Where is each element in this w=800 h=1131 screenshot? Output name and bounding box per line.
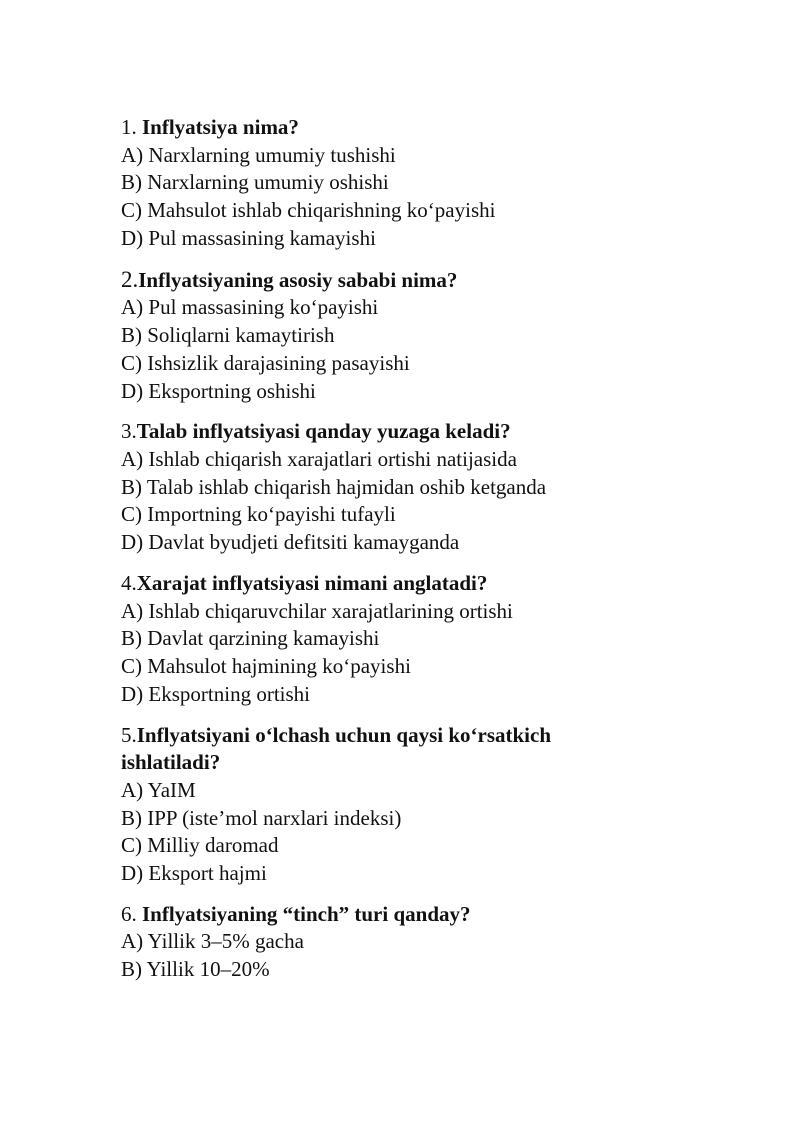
- answer-option: D) Eksport hajmi: [121, 861, 267, 886]
- question-text: Inflyatsiya nima?: [142, 115, 299, 139]
- answer-option: B) Narxlarning umumiy oshishi: [121, 170, 389, 195]
- question-number: 3.: [121, 419, 137, 444]
- question-heading: [121, 570, 681, 598]
- answer-option: D) Eksportning ortishi: [121, 681, 310, 706]
- question-2: [121, 266, 681, 406]
- answer-option: A) Ishlab chiqarish xarajatlari ortishi natijasida: [121, 446, 517, 471]
- answer-option: A) Narxlarning umumiy tushishi: [121, 142, 396, 167]
- question-text: Talab inflyatsiyasi qanday yuzaga keladi?: [136, 419, 511, 444]
- question-heading: [121, 418, 681, 446]
- question-number: 5.: [121, 722, 137, 747]
- question-text: Inflyatsiyaning asosiy sababi nima?: [138, 267, 458, 292]
- question-1: [121, 114, 681, 253]
- answer-option: B) Talab ishlab chiqarish hajmidan oshib ketganda: [121, 474, 547, 499]
- answer-option: B) IPP (iste’mol narxlari indeksi): [121, 805, 402, 830]
- answer-option: B) Yillik 10–20%: [121, 957, 270, 982]
- answer-option: C) Mahsulot ishlab chiqarishning ko‘payishi: [121, 198, 496, 223]
- question-6: [121, 901, 681, 984]
- question-4: [121, 570, 681, 709]
- question-number: 6.: [121, 901, 142, 926]
- answer-option: A) YaIM: [121, 777, 196, 802]
- question-number: 2.: [121, 266, 139, 292]
- answer-option: D) Davlat byudjeti defitsiti kamayganda: [121, 530, 460, 555]
- question-5: [121, 722, 681, 888]
- quiz-document: [121, 114, 681, 997]
- answer-option: D) Eksportning oshishi: [121, 378, 316, 403]
- answer-option: D) Pul massasining kamayishi: [121, 225, 376, 250]
- answer-option: C) Milliy daromad: [121, 833, 279, 858]
- question-number: 1.: [121, 115, 142, 139]
- answer-option: C) Ishsizlik darajasining pasayishi: [121, 350, 410, 375]
- question-heading: [121, 114, 681, 142]
- question-heading: [121, 266, 681, 295]
- question-heading: [121, 722, 641, 777]
- question-text: Inflyatsiyaning “tinch” turi qanday?: [142, 901, 471, 926]
- question-text: Xarajat inflyatsiyasi nimani anglatadi?: [136, 571, 488, 596]
- question-text: Inflyatsiyani o‘lchash uchun qaysi ko‘rsatkich ishlatiladi?: [121, 722, 552, 775]
- question-3: [121, 418, 681, 557]
- answer-option: B) Soliqlarni kamaytirish: [121, 322, 335, 347]
- answer-option: A) Ishlab chiqaruvchilar xarajatlarining ortishi: [121, 598, 513, 623]
- answer-option: C) Importning ko‘payishi tufayli: [121, 502, 396, 527]
- answer-option: C) Mahsulot hajmining ko‘payishi: [121, 654, 411, 679]
- question-heading: [121, 901, 681, 929]
- answer-option: B) Davlat qarzining kamayishi: [121, 626, 380, 651]
- answer-option: A) Pul massasining ko‘payishi: [121, 295, 379, 320]
- question-number: 4.: [121, 571, 137, 596]
- answer-option: A) Yillik 3–5% gacha: [121, 929, 304, 954]
